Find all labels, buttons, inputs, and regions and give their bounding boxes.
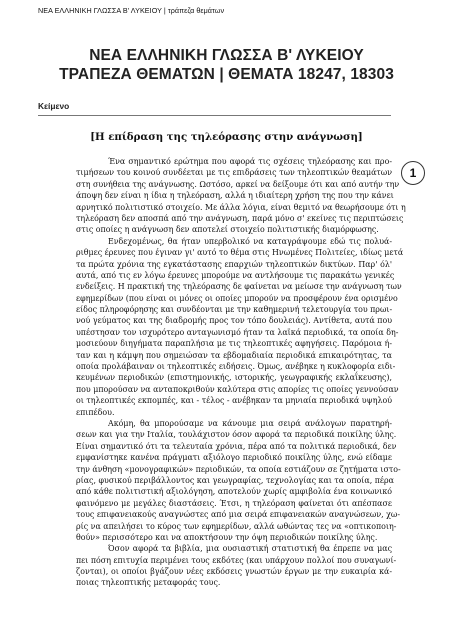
paragraph-line: Ακόμη, θα μπορούσαμε να κάνουμε μια σειρά ανάλογων παρατηρή-: [108, 418, 392, 428]
paragraph-line: θούν» περισσότερο και να αποκτήσουν την όψη περιοδικών ποικίλης ύλης.: [76, 532, 378, 542]
paragraph-line: φαινόμενο με μεγάλες διαστάσεις. Έτσι, η τηλεόραση φαίνεται ότι απέσπασε: [76, 498, 392, 508]
paragraph-line: μοσιεύουν διηγήματα παραπλήσια με τις τηλεοπτικές αφηγήσεις. Παρόμοια ή-: [76, 339, 392, 349]
page-number-badge: 1: [401, 161, 425, 185]
paragraph-line: υπέστησαν τον ισχυρότερο ανταγωνισμό ήταν τα λαϊκά περιοδικά, τα οποία δη-: [76, 327, 399, 337]
paragraph-line: ποιας τηλεοπτικής μεταφοράς τους.: [76, 578, 221, 588]
paragraph-line: εμφανίστηκε κανένα πράγματι αξιόλογο περιοδικό ποικίλης ύλης, ενώ είδαμε: [76, 453, 392, 463]
paragraph-line: είδος πληροφόρησης και συνδέονται με την καθημερινή τελετουργία του πρωι-: [76, 305, 393, 315]
section-divider: [38, 115, 391, 116]
paragraph-line: την άνθηση «μονογραφικών» περιοδικών, τα οποία εστιάζουν σε ζητήματα ιστο-: [76, 464, 401, 474]
paragraph-line: τα πρώτα χρόνια της εγκατάστασης επαρχιών τηλεοπτικών δικτύων. Παρ' όλ': [76, 259, 392, 269]
paragraph-line: Είναι σημαντικό ότι τα τελευταία χρόνια, πέρα από τα πολιτικά περιοδικά, δεν: [76, 441, 397, 451]
paragraph: [76, 236, 404, 418]
paragraph-line: ενδείξεις. Η πρακτική της τηλεόρασης δε φαίνεται να μείωσε την ανάγνωση των: [76, 282, 402, 292]
paragraph-line: επιπέδου.: [76, 407, 115, 417]
paragraph-line: εφημερίδων (που είναι οι μόνες οι οποίες μπορούν να προσφέρουν ένα ορισμένο: [76, 293, 398, 303]
paragraph-line: τηλεόραση δεν αποσπά από την ανάγνωση, παρά μόνο σ' εκείνες τις περιπτώσεις: [76, 213, 404, 223]
paragraph: [76, 543, 397, 589]
paragraph-line: ρίς να απειλήσει το κύρος των εφημερίδων, αλλά ωθώντας τες να «οπτικοποιη-: [76, 521, 397, 531]
article-body: [76, 156, 406, 589]
paragraph-line: που μπορούσαν να ανταποκριθούν καλύτερα στις απορίες τις οποίες γεννούσαν: [76, 384, 399, 394]
paragraph: [76, 156, 406, 236]
paragraph-line: στις οποίες η ανάγνωση δεν αποτελεί στοιχείο πολιτιστικής διαμόρφωσης.: [76, 225, 379, 235]
paragraph-line: σεων και για την Ιταλία, τουλάχιστον όσον αφορά τα περιοδικά ποικίλης ύλης.: [76, 430, 397, 440]
paragraph-line: Όσον αφορά τα βιβλία, μια ουσιαστική στατιστική θα έπρεπε να μας: [108, 544, 392, 554]
paragraph-line: οποία προλάβαιναν οι τηλεοπτικές ειδήσεις. Όμως, ανέβηκε η κυκλοφορία ειδι-: [76, 362, 396, 372]
paragraph-line: από κάθε πολιτιστική αξιολόγηση, αποτελούν χωρίς αμφιβολία ένα κοινωνικό: [76, 487, 392, 497]
paragraph-line: κευμένων περιοδικών (επιστημονικής, ιστορικής, γεωγραφικής εκλαΐκευσης),: [76, 373, 392, 383]
paragraph-line: τιμήσεων του κοινού συνδέεται με τις επιδράσεις των τηλεοπτικών θεαμάτων: [76, 168, 392, 178]
running-header: ΝΕΑ ΕΛΛΗΝΙΚΗ ΓΛΩΣΣΑ Β' ΛΥΚΕΙΟΥ | τράπεζα θεμάτων: [38, 6, 225, 15]
paragraph-line: ριθμες έρευνες που έγιναν γι' αυτό το θέμα στις Ηνωμένες Πολιτείες, ιδίως μετά: [76, 248, 404, 258]
paragraph: [76, 418, 401, 543]
paragraph-line: άποψη δεν είναι η ίδια η τηλεόραση, αλλά η ιδιαίτερη χρήση της που την κάνει: [76, 191, 394, 201]
title-line-1: ΝΕΑ ΕΛΛΗΝΙΚΗ ΓΛΩΣΣΑ Β' ΛΥΚΕΙΟΥ: [89, 47, 364, 64]
paragraph-line: αρνητικό πολιτιστικό στοιχείο. Με άλλα λόγια, είναι θεμιτό να θεωρήσουμε ότι η: [76, 202, 406, 212]
title-line-2: ΤΡΑΠΕΖΑ ΘΕΜΑΤΩΝ | ΘΕΜΑΤΑ 18247, 18303: [59, 66, 394, 83]
document-title: [0, 46, 453, 84]
paragraph-line: Ένα σημαντικό ερώτημα που αφορά τις σχέσεις τηλεόρασης και προ-: [108, 157, 392, 166]
paragraph-line: ρίας, φυσικού περιβάλλοντος και γεωγραφίας, τεχνολογίας και τα οποία, πέρα: [76, 475, 394, 485]
paragraph-line: πει πόση επιτυχία περιμένει τους εκδότες (και υπάρχουν πολλοί που συναγωνί-: [76, 555, 397, 565]
paragraph-line: Ενδεχομένως, θα ήταν υπερβολικό να καταγράψουμε εδώ τις πολυά-: [108, 236, 392, 246]
paragraph-line: ταν και η κάμψη που σημειώσαν τα εβδομαδιαία περιοδικά επικαιρότητας, τα: [76, 350, 392, 360]
paragraph-line: νού γεύματος και της διαδρομής προς τον τόπο δουλειάς). Αντίθετα, αυτά που: [76, 316, 392, 326]
article-title: [Η επίδραση της τηλεόρασης στην ανάγνωση]: [90, 131, 363, 143]
paragraph-line: στη συνήθεια της ανάγνωσης. Ωστόσο, αρκεί να δείξουμε ότι και από αυτήν την: [76, 179, 400, 189]
section-label: Κείμενο: [38, 101, 70, 111]
paragraph-line: αυτά, από τις εν λόγω έρευνες μπορούμε να αντλήσουμε τις παρακάτω γενικές: [76, 270, 395, 280]
paragraph-line: ζονται), οι οποίοι βγάζουν νέες εκδόσεις γνωστών έργων με την ευκαιρία κά-: [76, 567, 392, 577]
paragraph-line: οι τηλεοπτικές εκπομπές, και - τέλος - ανέβηκαν τα μηνιαία περιοδικά υψηλού: [76, 396, 392, 406]
paragraph-line: τους επιφανειακούς αναγνώστες από μια σειρά επιφανειακών αναγνώσεων, χω-: [76, 510, 401, 520]
